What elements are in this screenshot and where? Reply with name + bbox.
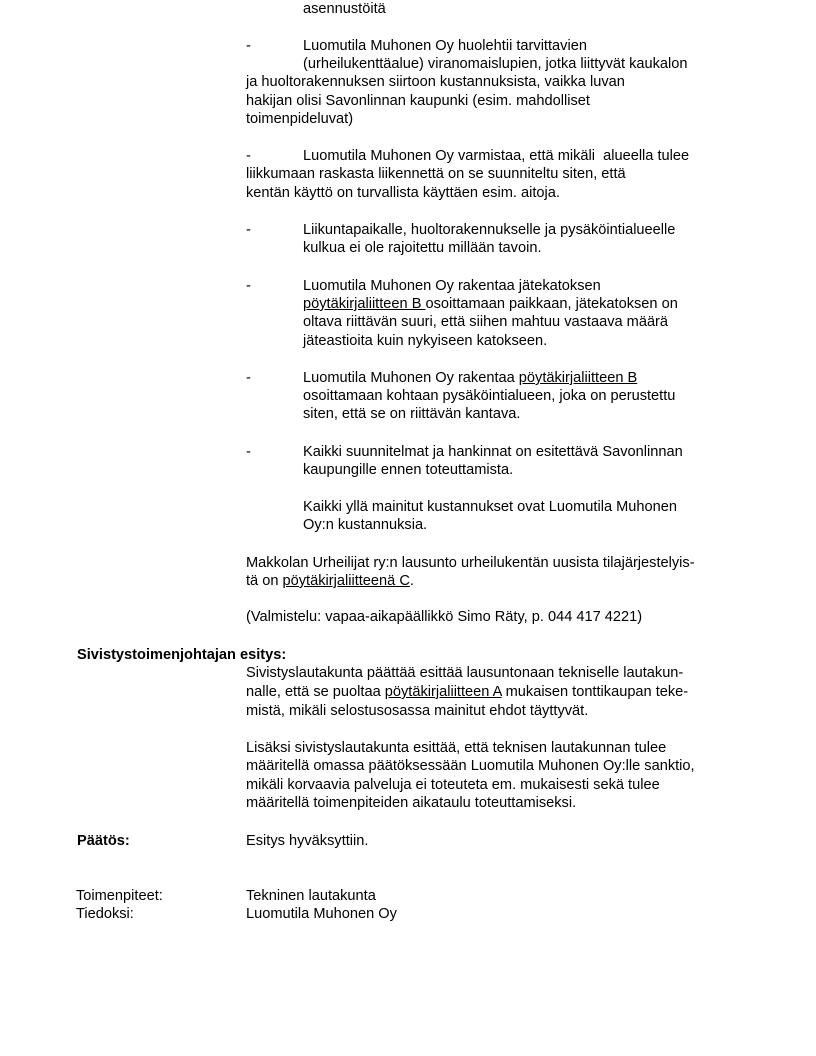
- decision-text: Esitys hyväksyttiin.: [246, 833, 369, 849]
- attachment-link-b[interactable]: pöytäkirjaliitteen B: [303, 296, 426, 312]
- condition-text: [303, 295, 678, 313]
- bullet-dash: -: [246, 38, 251, 54]
- proposal-text: määritellä toimenpiteiden aikataulu toteuttamiseksi.: [246, 795, 577, 811]
- proposal-pre: nalle, että se puoltaa: [246, 684, 385, 700]
- condition-text: [303, 369, 637, 387]
- bullet-dash: -: [246, 444, 251, 460]
- condition-text: Luomutila Muhonen Oy huolehtii tarvittavien: [303, 38, 587, 54]
- condition-text: kentän käyttö on turvallista käyttäen esim. aitoja.: [246, 185, 560, 201]
- bullet-dash: -: [246, 278, 251, 294]
- attachment-link-c[interactable]: pöytäkirjaliitteenä C: [282, 573, 410, 589]
- bullet-dash: -: [246, 222, 251, 238]
- attachment-link-b[interactable]: pöytäkirjaliitteen B: [518, 370, 638, 386]
- attachment-link-a[interactable]: pöytäkirjaliitteen A: [384, 684, 502, 700]
- actions-value: Tekninen lautakunta: [246, 888, 376, 904]
- statement-text: Makkolan Urheilijat ry:n lausunto urheilukentän uusista tilajärjestelyis-: [246, 555, 695, 571]
- proposal-text: [246, 683, 688, 701]
- condition-text: toimenpideluvat): [246, 111, 354, 127]
- condition-text: ja huoltorakennuksen siirtoon kustannuksista, vaikka luvan: [246, 74, 625, 90]
- condition-text-pre: Luomutila Muhonen Oy rakentaa: [303, 370, 519, 386]
- proposal-text: mistä, mikäli selostusosassa mainitut ehdot täyttyvät.: [246, 703, 589, 719]
- proposal-text: määritellä omassa päätöksessään Luomutila Muhonen Oy:lle sanktio,: [246, 758, 695, 774]
- condition-text: Luomutila Muhonen Oy varmistaa, että mikäli alueella tulee: [303, 148, 690, 164]
- proposal-post: mukaisen tonttikaupan teke-: [501, 684, 689, 700]
- costs-note: Kaikki yllä mainitut kustannukset ovat Luomutila Muhonen: [303, 499, 677, 515]
- continuation-text: asennustöitä: [303, 1, 386, 17]
- condition-text: siten, että se on riittävän kantava.: [303, 406, 521, 422]
- statement-text: [246, 572, 414, 590]
- info-label: Tiedoksi:: [76, 906, 134, 922]
- statement-pre: tä on: [246, 573, 283, 589]
- proposal-text: mikäli korvaavia palveluja ei toteuteta em. mukaisesti sekä tulee: [246, 777, 660, 793]
- proposal-text: Lisäksi sivistyslautakunta esittää, että teknisen lautakunnan tulee: [246, 740, 667, 756]
- bullet-dash: -: [246, 370, 251, 386]
- statement-post: .: [409, 573, 414, 589]
- condition-text: hakijan olisi Savonlinnan kaupunki (esim. mahdolliset: [246, 93, 590, 109]
- info-value: Luomutila Muhonen Oy: [246, 906, 397, 922]
- condition-text: jäteastioita kuin nykyiseen katokseen.: [303, 333, 548, 349]
- costs-note: Oy:n kustannuksia.: [303, 517, 428, 533]
- preparation-note: (Valmistelu: vapaa-aikapäällikkö Simo Räty, p. 044 417 4221): [246, 609, 643, 625]
- condition-text: (urheilukenttäalue) viranomaislupien, jotka liittyvät kaukalon: [303, 56, 688, 72]
- condition-text: kulkua ei ole rajoitettu millään tavoin.: [303, 240, 542, 256]
- actions-label: Toimenpiteet:: [76, 888, 163, 904]
- proposal-text: Sivistyslautakunta päättää esittää lausuntonaan tekniselle lautakun-: [246, 665, 684, 681]
- condition-text: Kaikki suunnitelmat ja hankinnat on esitettävä Savonlinnan: [303, 444, 683, 460]
- proposal-heading: Sivistystoimenjohtajan esitys:: [77, 647, 287, 663]
- condition-text: oltava riittävän suuri, että siihen mahtuu vastaava määrä: [303, 314, 669, 330]
- condition-text: kaupungille ennen toteuttamista.: [303, 462, 514, 478]
- bullet-dash: -: [246, 148, 251, 164]
- condition-text-rest: osoittamaan paikkaan, jätekatoksen on: [425, 296, 678, 312]
- condition-text: liikkumaan raskasta liikennettä on se suunniteltu siten, että: [246, 166, 626, 182]
- condition-text: Liikuntapaikalle, huoltorakennukselle ja pysäköintialueelle: [303, 222, 676, 238]
- condition-text: osoittamaan kohtaan pysäköintialueen, joka on perustettu: [303, 388, 676, 404]
- decision-label: Päätös:: [77, 833, 130, 849]
- condition-text: Luomutila Muhonen Oy rakentaa jätekatoksen: [303, 278, 601, 294]
